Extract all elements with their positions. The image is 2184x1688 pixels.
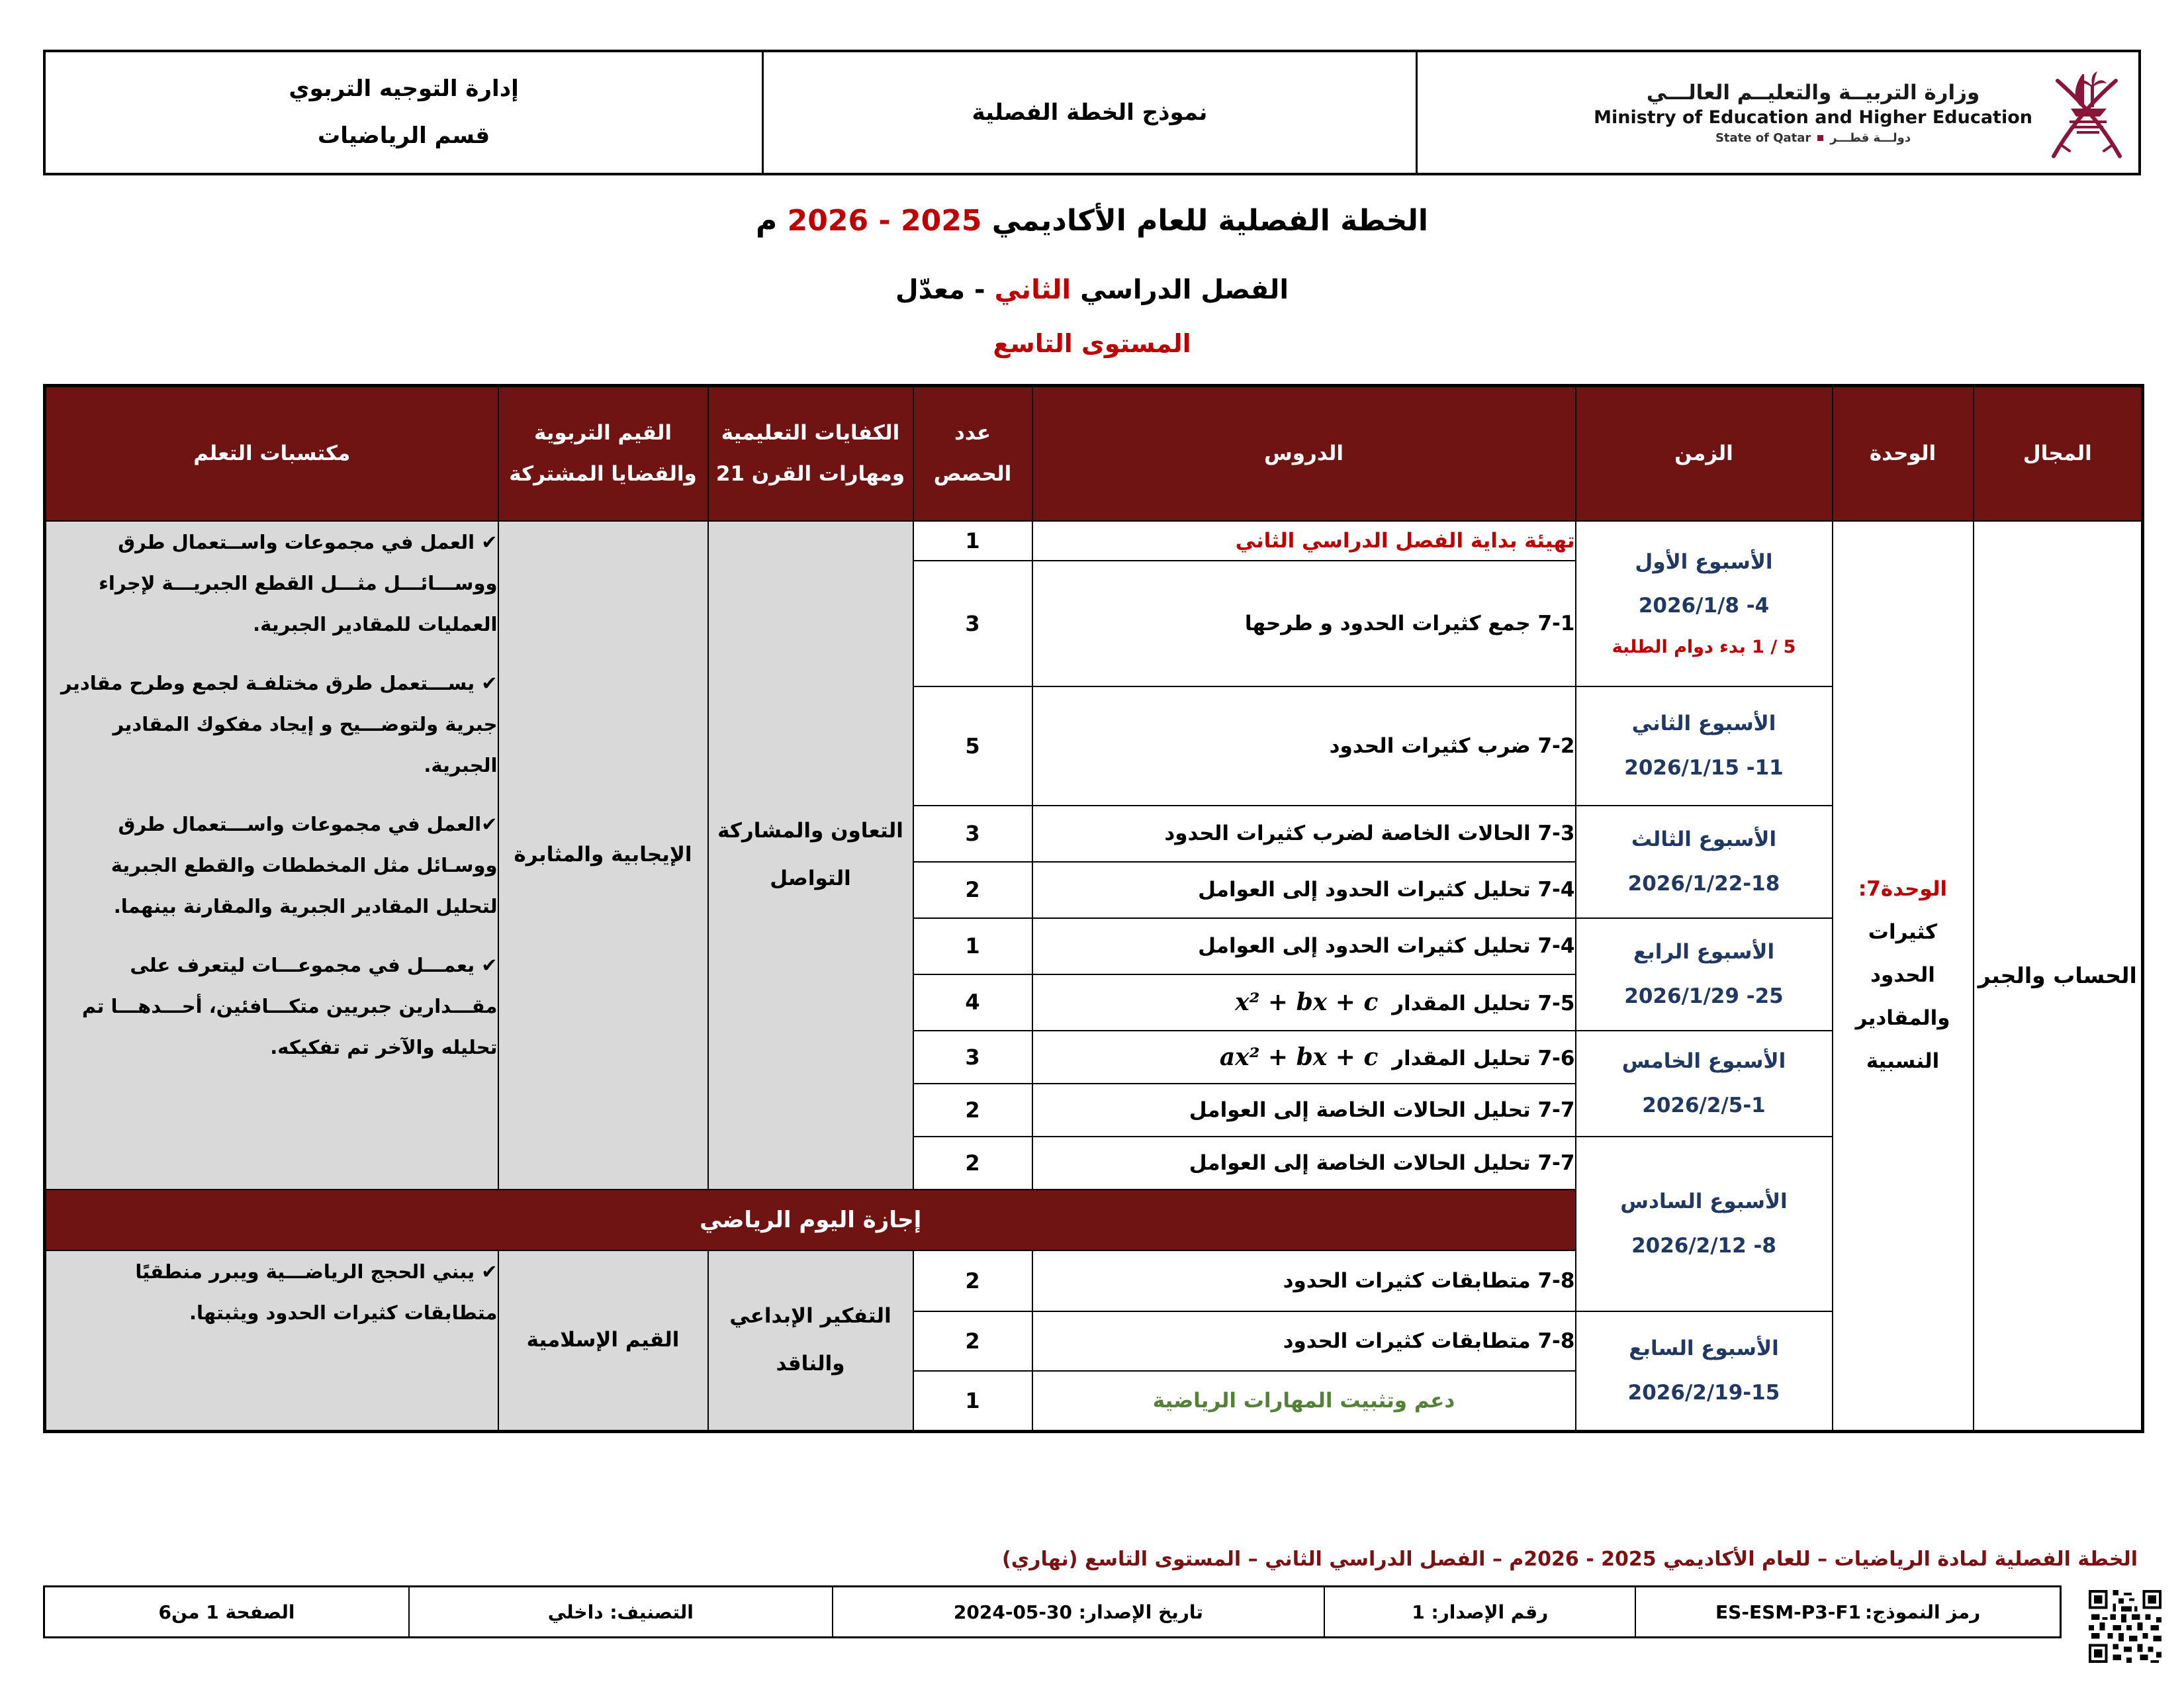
col-header-unit: الوحدة	[1833, 386, 1974, 521]
week-7-cell	[1576, 1311, 1833, 1432]
week-label: الأسبوع الأول	[1635, 549, 1773, 574]
lesson-text: 7-6 تحليل المقدار	[1392, 1046, 1575, 1070]
issue-number-cell: رقم الإصدار: 1	[1324, 1587, 1635, 1636]
acquisition-bullet: ✔ العمل في مجموعات واســتعمال طرق ووســـائـــل مثـــل القطع الجبريـــة لإجراء العمليات للمقادير الجبرية.	[99, 530, 498, 636]
competencies-cell-1	[708, 521, 913, 1190]
lesson-cell: 7-3 الحالات الخاصة لضرب كثيرات الحدود	[1032, 806, 1576, 862]
lesson-cell: 7-7 تحليل الحالات الخاصة إلى العوامل	[1032, 1084, 1576, 1137]
periods-cell: 5	[913, 686, 1032, 806]
week-dates: 2026/1/8 -4	[1638, 594, 1770, 618]
col-header-competencies: الكفايات التعليمية ومهارات القرن 21	[708, 386, 913, 521]
periods-cell: 2	[913, 1311, 1032, 1371]
page-title	[0, 204, 2184, 238]
acquisition-bullet: ✔العمل في مجموعات واســـتعمال طرق ووسـائل مثل المخططات والقطع الجبرية لتحليل المقادير الجبرية والمقارنة بينهما.	[111, 812, 498, 918]
values-cell-1: الإيجابية والمثابرة	[498, 521, 708, 1190]
week-3-cell	[1576, 806, 1833, 918]
ministry-name-arabic: وزارة التربيــة والتعليــم العالـــي	[1646, 80, 1980, 105]
col-header-periods: عدد الحصص	[913, 386, 1032, 521]
lesson-text: 7-5 تحليل المقدار	[1392, 992, 1575, 1015]
competency-line: التواصل	[770, 866, 851, 890]
sports-day-holiday-band: إجازة اليوم الرياضي	[45, 1190, 1576, 1250]
lesson-cell: 7-4 تحليل كثيرات الحدود إلى العوامل	[1032, 862, 1576, 918]
header-department-cell	[46, 52, 762, 173]
week-label: الأسبوع الثاني	[1631, 711, 1776, 735]
semester-plan-table	[43, 384, 2144, 1433]
math-expression: x² + bx + c	[1235, 988, 1379, 1016]
week-1-cell	[1576, 521, 1833, 686]
header-form-title-cell	[762, 52, 1415, 173]
lesson-cell: 7-8 متطابقات كثيرات الحدود	[1032, 1250, 1576, 1311]
qr-code	[2086, 1587, 2164, 1665]
footer-description-line: الخطة الفصلية لمادة الرياضيات – للعام الأكاديمي 2025 - 2026م – الفصل الدراسي الثاني – المستوى التاسع (نهاري)	[1001, 1548, 2138, 1571]
col-header-lessons: الدروس	[1032, 386, 1576, 521]
classification-cell: التصنيف: داخلي	[408, 1587, 832, 1636]
title-academic-year-text: الخطة الفصلية للعام الأكاديمي	[991, 204, 1428, 238]
week-label: الأسبوع السادس	[1620, 1189, 1788, 1213]
state-arabic: دولـــة قطـــر	[1830, 130, 1911, 145]
periods-cell: 1	[913, 521, 1032, 561]
state-english: State of Qatar	[1715, 130, 1811, 145]
ministry-logo	[1416, 52, 2138, 173]
week-label: الأسبوع الثالث	[1631, 827, 1777, 851]
semester-number: الثاني	[994, 275, 1071, 305]
logo-separator-dot	[1817, 135, 1823, 141]
col-header-domain: المجال	[1974, 386, 2143, 521]
title-academic-year-numbers: 2025 - 2026	[787, 204, 982, 238]
header-table	[43, 50, 2141, 175]
week-dates: 2026/1/22-18	[1627, 871, 1780, 896]
unit-name: كثيرات الحدود والمقادير النسبية	[1855, 920, 1950, 1074]
periods-cell: 3	[913, 561, 1032, 686]
periods-cell: 2	[913, 862, 1032, 918]
col-header-acquisitions: مكتسبات التعلم	[45, 386, 498, 521]
periods-cell: 2	[913, 1250, 1032, 1311]
week-dates: 2026/2/5-1	[1642, 1093, 1766, 1117]
values-cell-2: القيم الإسلامية	[498, 1250, 708, 1432]
week-dates: 2026/1/15 -11	[1624, 755, 1784, 780]
unit-cell	[1833, 521, 1974, 1432]
week-6-cell	[1576, 1137, 1833, 1311]
department-line1: إدارة التوجيه التربوي	[289, 75, 519, 102]
page-number-cell: الصفحة 1 من6	[158, 1601, 295, 1623]
periods-cell: 4	[913, 974, 1032, 1031]
qatar-emblem-icon	[2047, 66, 2126, 159]
acquisitions-cell-2	[45, 1250, 498, 1432]
acquisitions-cell-1	[45, 521, 498, 1190]
level-subtitle: المستوى التاسع	[993, 329, 1191, 358]
col-header-values: القيم التربوية والقضايا المشتركة	[498, 386, 708, 521]
form-title: نموذج الخطة الفصلية	[972, 99, 1208, 126]
week-dates: 2026/2/19-15	[1627, 1380, 1780, 1405]
unit-number: الوحدة7:	[1858, 877, 1948, 902]
semester-text: الفصل الدراسي	[1080, 275, 1289, 305]
acquisition-bullet: ✔ يســـتعمل طرق مختلفـة لجمع وطرح مقادير جبرية ولتوضـــيح و إيجاد مفكوك المقادير الجبرية.	[60, 671, 498, 777]
document-info-bar	[43, 1585, 2062, 1638]
form-code-label: رمز النموذج:	[1864, 1601, 1981, 1623]
form-code-cell	[1635, 1587, 2060, 1636]
periods-cell: 2	[913, 1084, 1032, 1137]
lesson-cell: تهيئة بداية الفصل الدراسي الثاني	[1032, 521, 1576, 561]
lesson-cell	[1032, 1031, 1576, 1084]
competency-line: التفكير الإبداعي	[729, 1304, 891, 1329]
week-note: 5 / 1 بدء دوام الطلبة	[1612, 637, 1796, 658]
competencies-cell-2	[708, 1250, 913, 1432]
acquisition-bullet: ✔ يبني الحجج الرياضـــية ويبرر منطقيًا متطابقات كثيرات الحدود ويثبتها.	[135, 1260, 498, 1324]
week-dates: 2026/1/29 -25	[1624, 984, 1784, 1008]
semester-modified: - معدّل	[895, 275, 985, 305]
issue-date-cell: تاريخ الإصدار: 30-05-2024	[832, 1587, 1324, 1636]
week-label: الأسبوع الخامس	[1621, 1049, 1786, 1073]
week-2-cell	[1576, 686, 1833, 806]
week-label: الأسبوع الرابع	[1633, 939, 1775, 964]
periods-cell: 1	[913, 1371, 1032, 1432]
ministry-name-english: Ministry of Education and Higher Education	[1594, 107, 2032, 128]
col-header-time: الزمن	[1576, 386, 1833, 521]
title-academic-year-suffix: م	[756, 204, 778, 238]
periods-cell: 3	[913, 806, 1032, 862]
week-label: الأسبوع السابع	[1629, 1336, 1779, 1361]
acquisition-bullet: ✔ يعمـــل في مجموعـــات ليتعرف على مقـــدارين جبريين متكـــافئين، أحـــدهـــا تم تحليله والآخر تم تفكيكه.	[81, 953, 498, 1059]
math-expression: ax² + bx + c	[1219, 1043, 1379, 1071]
department-line2: قسم الرياضيات	[318, 122, 490, 149]
table-row	[45, 521, 2143, 561]
competency-line: التعاون والمشاركة	[717, 819, 903, 843]
domain-cell: الحساب والجبر	[1974, 521, 2143, 1432]
lesson-cell	[1032, 974, 1576, 1031]
periods-cell: 2	[913, 1137, 1032, 1190]
periods-cell: 3	[913, 1031, 1032, 1084]
table-header-row	[45, 386, 2143, 521]
semester-subtitle	[0, 275, 2184, 305]
lesson-cell: 7-1 جمع كثيرات الحدود و طرحها	[1032, 561, 1576, 686]
lesson-cell: 7-8 متطابقات كثيرات الحدود	[1032, 1311, 1576, 1371]
week-5-cell	[1576, 1031, 1833, 1137]
lesson-cell: 7-2 ضرب كثيرات الحدود	[1032, 686, 1576, 806]
week-dates: 2026/2/12 -8	[1631, 1233, 1776, 1258]
lesson-cell: دعم وتثبيت المهارات الرياضية	[1032, 1371, 1576, 1432]
state-of-qatar-line	[1594, 131, 2032, 145]
form-code-value: ES-ESM-P3-F1	[1715, 1601, 1861, 1623]
ministry-logo-text	[1594, 81, 2032, 145]
competency-line: والناقد	[776, 1351, 845, 1376]
lesson-cell: 7-4 تحليل كثيرات الحدود إلى العوامل	[1032, 918, 1576, 974]
week-4-cell	[1576, 918, 1833, 1031]
periods-cell: 1	[913, 918, 1032, 974]
lesson-cell: 7-7 تحليل الحالات الخاصة إلى العوامل	[1032, 1137, 1576, 1190]
